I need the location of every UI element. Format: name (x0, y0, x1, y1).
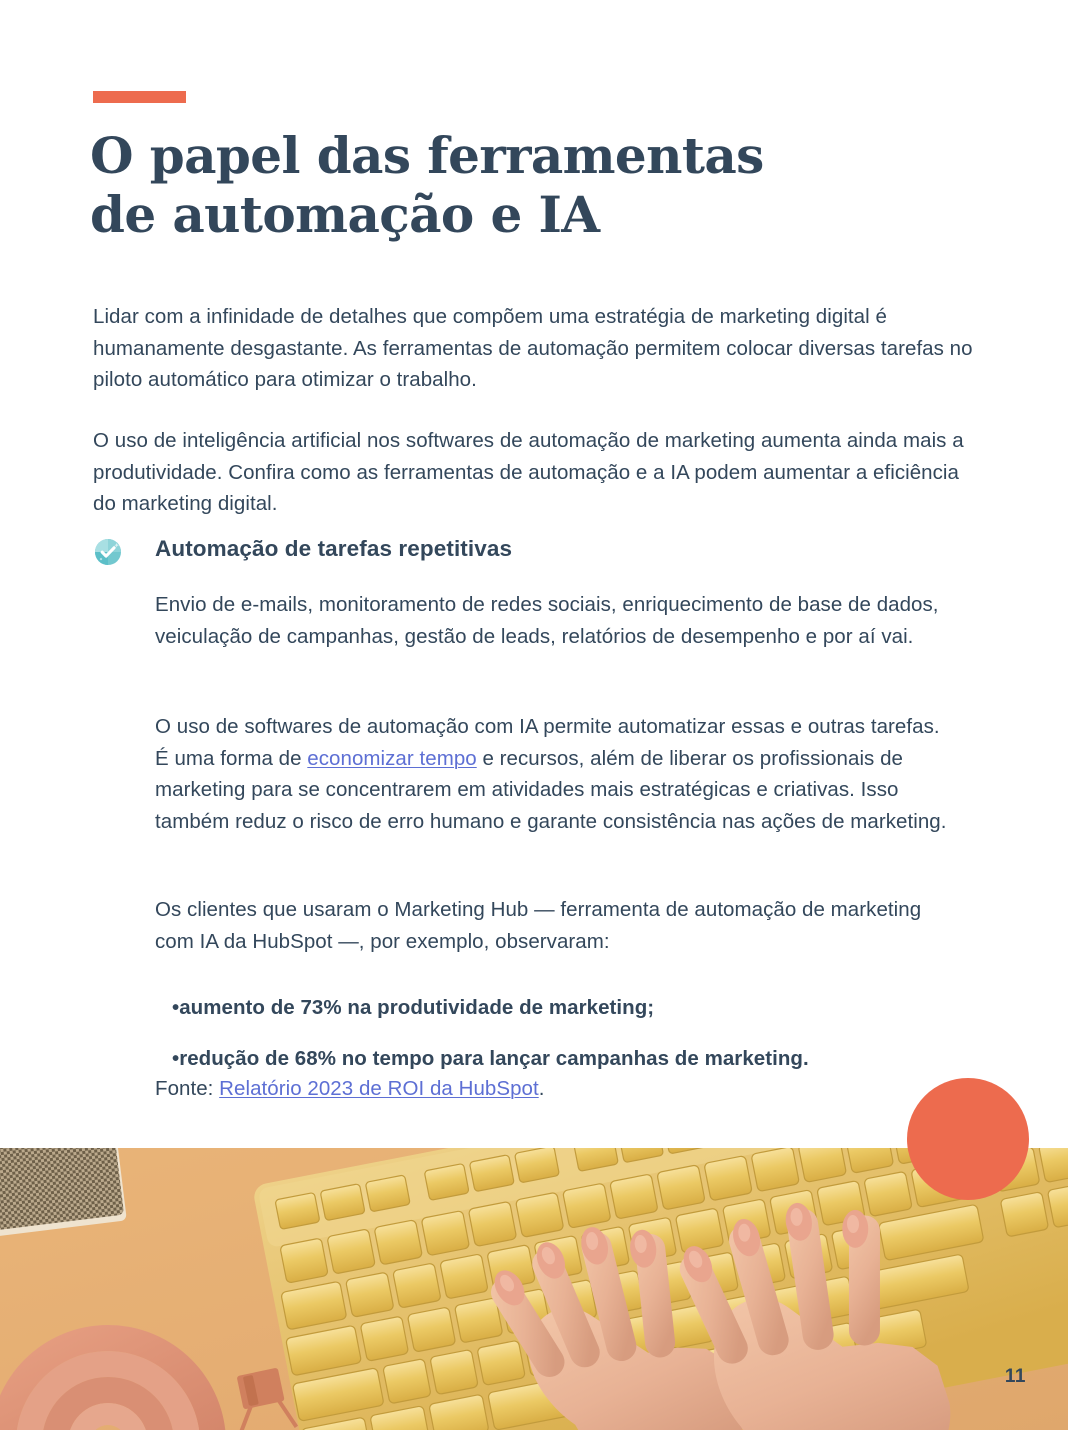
section-paragraph-1: Envio de e-mails, monitoramento de redes sociais, enriquecimento de base de dados, veiculação de campanhas, gestão de leads, relatórios de desempenho e por aí vai. (155, 593, 939, 648)
section-title: Automação de tarefas repetitivas (155, 536, 513, 561)
section-heading-row (93, 534, 953, 567)
section-paragraph-2-part-1: O uso de softwares de automação com IA permite automatizar essas e outras tarefas. É uma forma de (155, 715, 940, 770)
source-suffix: . (538, 1077, 545, 1100)
section-paragraph-2-part-2: e recursos, além de liberar os profissionais de marketing para se concentrarem em atividades mais estratégicas e criativas. Isso também reduz o risco de erro humano e garante consistência nas ações de marketing. (155, 746, 947, 833)
list-item (172, 994, 962, 1022)
bullet-text: aumento de 73% na produtividade de marketing; (179, 996, 655, 1019)
section-paragraph-3: Os clientes que usaram o Marketing Hub — ferramenta de automação de marketing com IA da HubSpot —, por exemplo, observaram: (155, 898, 922, 953)
section-paragraph-2 (155, 711, 955, 837)
bullet-marker: • (172, 996, 180, 1019)
accent-bar (93, 91, 186, 103)
page-title-line-1: O papel das ferramentas (90, 126, 764, 185)
bullet-text: redução de 68% no tempo para lançar campanhas de marketing. (179, 1047, 809, 1070)
results-bullet-list (172, 994, 962, 1073)
bullet-marker: • (172, 1047, 180, 1070)
list-item (172, 1045, 962, 1073)
decorative-circle (907, 1078, 1029, 1200)
intro-paragraph-1: Lidar com a infinidade de detalhes que compõem uma estratégia de marketing digital é humanamente desgastante. As ferramentas de automação permitem colocar diversas tarefas no piloto automático para otimizar o trabalho. (93, 305, 973, 391)
economizar-tempo-link[interactable]: economizar tempo (307, 746, 477, 770)
ai-sparkle-check-icon (93, 537, 123, 567)
footer-photo (0, 1148, 1068, 1430)
source-line (155, 1074, 955, 1104)
intro-paragraph-2: O uso de inteligência artificial nos softwares de automação de marketing aumenta ainda mais a produtividade. Confira como as ferramentas de automação e a IA podem aumentar a eficiência do marketing digital. (93, 429, 964, 515)
source-prefix: Fonte: (155, 1077, 220, 1100)
page-title-line-2: de automação e IA (90, 185, 600, 244)
page-title (90, 126, 850, 244)
hubspot-roi-report-link[interactable]: Relatório 2023 de ROI da HubSpot (219, 1077, 539, 1100)
page-number: 11 (1004, 1366, 1026, 1387)
